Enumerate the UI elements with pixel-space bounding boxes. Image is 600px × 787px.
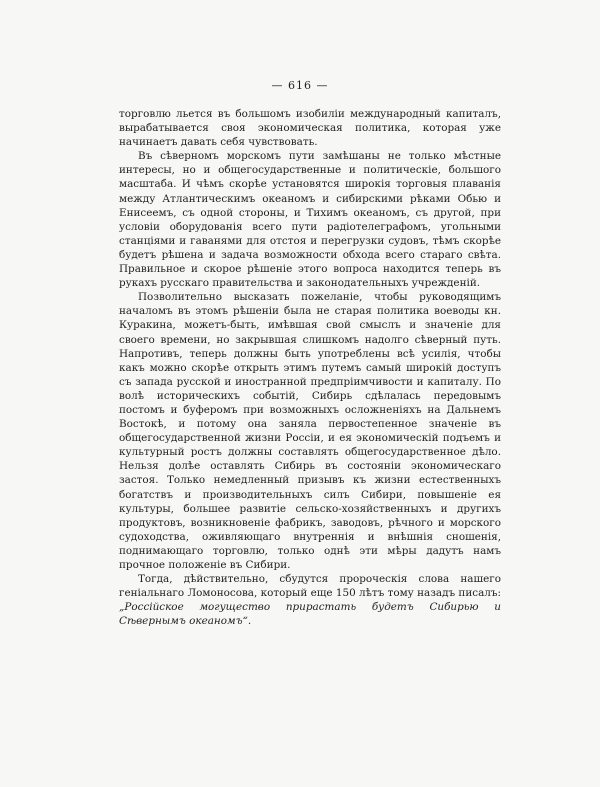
- paragraph-lomonosov: [119, 572, 501, 628]
- paragraph-siberia-policy: Позволительно высказать пожеланiе, чтобы руководящимъ началомъ въ этомъ рѣшенiи была не старая политика воеводы кн. Куракина, можетъ-быть, имѣвшая свой смыслъ и значенiе для своего времени, но закрывшая слишкомъ надолго сѣверный путь. Напротивъ, теперь должны быть употреблены всѣ усилiя, чтобы какъ можно скорѣе открыть этимъ путемъ самый широкiй доступъ съ запада русской и иностранной предпрiимчивости и капиталу. По волѣ историческихъ событiй, Сибирь сдѣлалась передовымъ постомъ и буферомъ при возможныхъ осложненiяхъ на Дальнемъ Востокѣ, и потому она заняла первостепенное значенiе въ общегосударственной жизни Россiи, и ея экономическiй подъемъ и культурный ростъ должны составлять общегосударственное дѣло. Нельзя долѣе оставлять Сибирь въ состоянiи экономическаго застоя. Только немедленный призывъ къ жизни естественныхъ богатствъ и производительныхъ силъ Сибири, повышенiе ея культуры, большее развитiе сельско-хозяйственныхъ и другихъ продуктовъ, возникновенiе фабрикъ, заводовъ, рѣчного и морского судоходства, оживляющаго внутреннiя и внѣшнiя сношенiя, поднимающаго торговлю, только однѣ эти мѣры дадутъ намъ прочное положенiе въ Сибири.: [119, 291, 501, 571]
- page-number: — 616 —: [271, 79, 329, 92]
- body-text: [119, 107, 501, 628]
- paragraph-continuation: торговлю льется въ большомъ изобилiи международный капиталъ, вырабатывается своя экономическая политика, которая уже начинаетъ давать себя чувствовать.: [119, 108, 501, 149]
- lomonosov-quote: „Россiйское могущество прирастать будетъ Сибирью и Сѣвернымъ океаномъ“.: [119, 601, 501, 628]
- paragraph-lomonosov-text: Тогда, дѣйствительно, сбудутся пророческiя слова нашего генiальнаго Ломоносова, который еще 150 лѣтъ тому назадъ писалъ:: [119, 573, 501, 600]
- paragraph-northern-route: Въ сѣверномъ морскомъ пути замѣшаны не только мѣстные интересы, но и общегосударственные и политическiе, большого масштаба. И чѣмъ скорѣе установятся широкiя торговыя плаванiя между Атлантическимъ океаномъ и сибирскими рѣками Обью и Енисеемъ, съ одной стороны, и Тихимъ океаномъ, съ другой, при условiи оборудованiя всего пути радiотелеграфомъ, угольными станцiями и гаванями для отстоя и перегрузки судовъ, тѣмъ скорѣе будетъ рѣшена и задача возможности обхода всего стараго свѣта. Правильное и скорое рѣшенiе этого вопроса находится теперь въ рукахъ русскаго правительства и законодательныхъ учрежденiй.: [119, 150, 501, 290]
